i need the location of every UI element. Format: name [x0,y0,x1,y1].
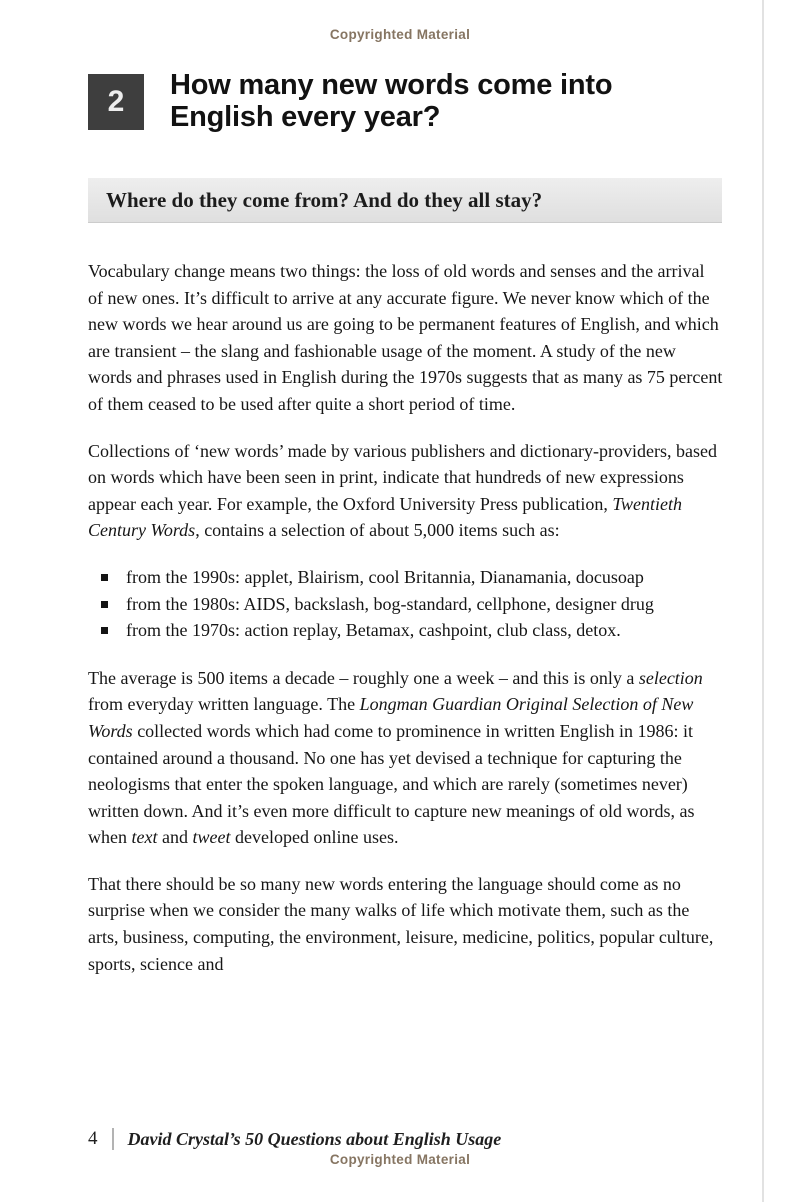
chapter-number-badge: 2 [88,74,144,130]
footer-separator [112,1128,114,1150]
bullet-text: from the 1970s: action replay, Betamax, cashpoint, club class, detox. [126,620,621,641]
copyright-notice-top: Copyrighted Material [329,27,471,42]
paragraph-3: The average is 500 items a decade – roughly one a week – and this is only a selection from everyday written language. The Longman Guardian Original Selection of New Words collected words which had come to prominence in written English in 1986: it contained around a thousand. No one has yet devised a technique for capturing the neologisms that enter the spoken language, and which are rarely (sometimes never) written down. And it’s even more difficult to capture new meanings of old words, as when text and tweet developed online uses. [88,667,703,848]
page-edge-line [762,0,764,1202]
chapter-header [88,69,650,133]
examples-bullet-list [88,564,724,644]
bullet-square-icon [101,627,108,634]
bullet-text: from the 1980s: AIDS, backslash, bog-standard, cellphone, designer drug [126,593,654,614]
book-title: David Crystal’s 50 Questions about English Usage [127,1128,502,1149]
page-footer [88,1128,501,1150]
paragraph-1: Vocabulary change means two things: the loss of old words and senses and the arrival of new ones. It’s difficult to arrive at any accurate figure. We never know which of the new words we hear around us are going to be permanent features of English, and which are transient – the slang and fashionable usage of the moment. A study of the new words and phrases used in English during the 1970s suggests that as many as 75 percent of them ceased to be used after quite a short period of time. [88,261,723,414]
bullet-item [88,617,724,644]
bullet-square-icon [101,574,108,581]
copyright-notice-bottom: Copyrighted Material [329,1152,471,1167]
bullet-item [88,591,724,618]
paragraph-2: Collections of ‘new words’ made by various publishers and dictionary-providers, based on words which have been seen in print, indicate that hundreds of new expressions appear each year. For example, the Oxford University Press publication, Twentieth Century Words, contains a selection of about 5,000 items such as: [88,440,718,541]
paragraph-4: That there should be so many new words entering the language should come as no surprise when we consider the many walks of life which motivate them, such as the arts, business, computing, the environment, leisure, medicine, politics, popular culture, sports, science and [88,873,714,974]
bullet-square-icon [101,601,108,608]
chapter-subtitle: Where do they come from? And do they all stay? [106,187,543,212]
page-number: 4 [88,1128,98,1149]
body-text [88,258,724,997]
chapter-subtitle-bar [88,178,722,223]
chapter-title: How many new words come into English every year? [170,69,613,133]
bullet-item [88,564,724,591]
bullet-text: from the 1990s: applet, Blairism, cool Britannia, Dianamania, docusoap [126,566,644,587]
